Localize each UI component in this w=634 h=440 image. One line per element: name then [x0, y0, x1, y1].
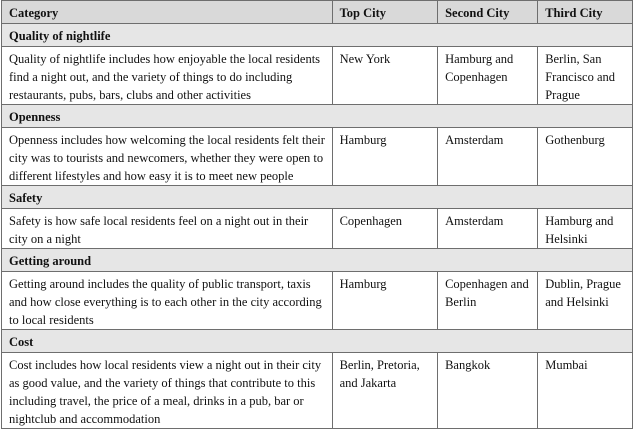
third-city-cell: Hamburg and Helsinki: [538, 209, 633, 249]
section-title: Openness: [2, 105, 633, 128]
top-city-cell: Hamburg: [332, 128, 438, 186]
section-title: Cost: [2, 330, 633, 353]
category-description: Safety is how safe local residents feel on a night out in their city on a night: [2, 209, 333, 249]
top-city-cell: Hamburg: [332, 272, 438, 330]
header-category: Category: [2, 1, 333, 24]
second-city-cell: Hamburg and Copenhagen: [438, 47, 538, 105]
category-description: Getting around includes the quality of public transport, taxis and how close everything is to each other in the city according to local residents: [2, 272, 333, 330]
section-heading-row: [2, 330, 633, 353]
top-city-cell: Copenhagen: [332, 209, 438, 249]
second-city-cell: Amsterdam: [438, 209, 538, 249]
category-description: Openness includes how welcoming the local residents felt their city was to tourists and newcomers, whether they were open to different lifestyles and how easy it is to meet new people: [2, 128, 333, 186]
table-header-row: [2, 1, 633, 24]
header-second-city: Second City: [438, 1, 538, 24]
top-city-cell: Berlin, Pretoria, and Jakarta: [332, 353, 438, 429]
third-city-cell: Dublin, Prague and Helsinki: [538, 272, 633, 330]
category-description: Quality of nightlife includes how enjoyable the local residents find a night out, and the variety of things to do including restaurants, pubs, bars, clubs and other activities: [2, 47, 333, 105]
table-row: [2, 272, 633, 330]
top-city-cell: New York: [332, 47, 438, 105]
section-heading-row: [2, 186, 633, 209]
section-heading-row: [2, 24, 633, 47]
table-row: [2, 128, 633, 186]
section-title: Getting around: [2, 249, 633, 272]
second-city-cell: Bangkok: [438, 353, 538, 429]
section-heading-row: [2, 105, 633, 128]
section-title: Safety: [2, 186, 633, 209]
third-city-cell: Mumbai: [538, 353, 633, 429]
third-city-cell: Gothenburg: [538, 128, 633, 186]
header-top-city: Top City: [332, 1, 438, 24]
table-row: [2, 353, 633, 429]
second-city-cell: Amsterdam: [438, 128, 538, 186]
category-description: Cost includes how local residents view a night out in their city as good value, and the variety of things that contribute to this including travel, the price of a meal, drinks in a pub, bar or nightclub and accommodation: [2, 353, 333, 429]
header-third-city: Third City: [538, 1, 633, 24]
table-row: [2, 47, 633, 105]
section-title: Quality of nightlife: [2, 24, 633, 47]
third-city-cell: Berlin, San Francisco and Prague: [538, 47, 633, 105]
table-row: [2, 209, 633, 249]
second-city-cell: Copenhagen and Berlin: [438, 272, 538, 330]
city-ranking-table: [1, 0, 633, 429]
section-heading-row: [2, 249, 633, 272]
